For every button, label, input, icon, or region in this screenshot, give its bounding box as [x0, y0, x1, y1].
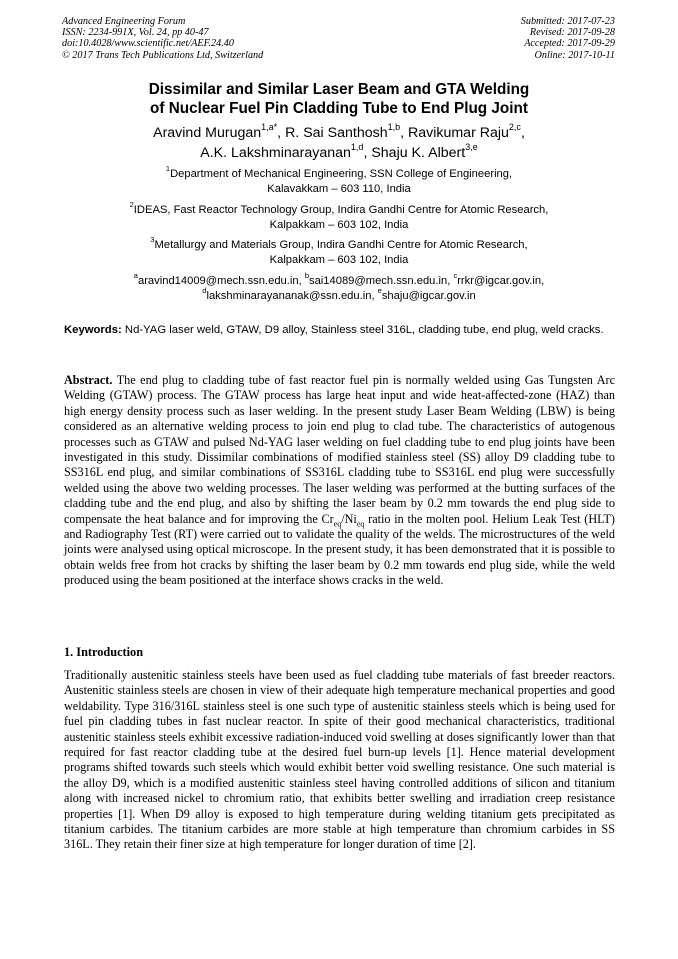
date-submitted: Submitted: 2017-07-23	[520, 16, 615, 27]
author-emails	[40, 271, 638, 304]
affiliation-location: Kalavakkam – 603 110, India	[267, 183, 411, 195]
author-separator: ,	[520, 125, 525, 141]
journal-issn: ISSN: 2234-991X, Vol. 24, pp 40-47	[62, 27, 209, 39]
affiliation-mark: 3	[150, 235, 155, 245]
affiliation-1	[40, 164, 638, 197]
affiliation-line	[40, 164, 638, 182]
author-separator: ,	[277, 125, 286, 141]
introduction-paragraph: Traditionally austenitic stainless steels have been used as fuel cladding tube materials of fast breeder reactors. Austenitic stainless steels are chosen in view of their adequate high temperature mechanical properties and good weldability. Type 316/316L stainless steel is one such type of austenitic stainless steels which is being used for fuel pin cladding tubes in fast nuclear reactor. In spite of their good mechanical characteristics, traditional austenitic stainless steels exhibit excessive radiation-induced void swelling at doses significantly lower than that required for fast reactor cladding tube at the desired fuel burn-up levels [1]. Hence material development programs shifted towards such steels which would exhibit better void swelling resistance. One such material is the alloy D9, which is a modified austenitic stainless steel having controlled additions of silicon and titanium along with increased nickel to chromium ratio, that exhibits better swelling and irradiation creep resistance properties [1]. When D9 alloy is exposed to high temperature during welding titanium gets precipitated as titanium carbides. The titanium carbides are more stable at high temperature than chromium carbides in SS 316L. They retain their finer size at high temperature for longer duration of time [2].	[64, 668, 615, 852]
author-affil-mark: 2,c	[508, 122, 521, 133]
author-line-1	[40, 123, 638, 143]
author-affil-mark: 1,b	[387, 122, 401, 133]
affiliation-mark: 2	[129, 200, 134, 210]
date-accepted: Accepted: 2017-09-29	[524, 38, 615, 50]
author-list	[40, 123, 638, 163]
section-heading: 1. Introduction	[64, 645, 144, 659]
journal-doi: doi:10.4028/www.scientific.net/AEF.24.40	[62, 38, 234, 50]
author-name: Shaju K. Albert	[371, 145, 466, 161]
author-affil-mark: 1,d	[350, 142, 364, 153]
title-line-1: Dissimilar and Similar Laser Beam and GTA Welding	[148, 81, 530, 98]
affiliation-text: Metallurgy and Materials Group, Indira Gandhi Centre for Atomic Research,	[154, 239, 528, 251]
keywords-paragraph	[64, 323, 615, 338]
keywords-label: Keywords:	[64, 324, 122, 336]
paper-title	[40, 80, 638, 118]
email-line-1: $^a$aravind14009@mech.ssn.edu.in, $^b$sai14089@mech.ssn.edu.in, $^c$rrkr@igcar.gov.in,	[133, 271, 545, 287]
affiliation-2	[40, 200, 638, 233]
affiliation-mark: 1	[165, 164, 171, 174]
affiliation-line	[40, 235, 638, 253]
keywords-text: Nd-YAG laser weld, GTAW, D9 alloy, Stainless steel 316L, cladding tube, end plug, weld cracks.	[124, 324, 604, 336]
date-revised: Revised: 2017-09-28	[529, 27, 615, 39]
email-link-d[interactable]: lakshminarayananak@ssn.edu.in	[206, 290, 372, 302]
author-separator: ,	[363, 145, 372, 161]
email-link-c[interactable]: rrkr@igcar.gov.in	[457, 275, 542, 287]
author-line-2	[40, 143, 638, 163]
email-link-b[interactable]: sai14089@mech.ssn.edu.in	[308, 275, 448, 287]
author-name: A.K. Lakshminarayanan	[200, 145, 351, 161]
author-separator: ,	[400, 125, 408, 141]
affiliation-location: Kalpakkam – 603 102, India	[269, 254, 409, 266]
subscript-eq: eq	[333, 519, 342, 529]
email-link-a[interactable]: aravind14009@mech.ssn.edu.in	[137, 275, 299, 287]
title-line-2: of Nuclear Fuel Pin Cladding Tube to End Plug Joint	[150, 100, 528, 117]
abstract-text: The end plug to cladding tube of fast reactor fuel pin is normally welded using Gas Tungsten Arc Welding (GTAW) process. The GTAW process has large heat input and wide heat-affected-zone (HAZ) than high energy density process such as laser welding. In the present study Laser Beam Welding (LBW) is being considered as an alternative welding process to join end plug to clad tube. The characteristics of autogenous processes such as GTAW and pulsed Nd-YAG laser welding on fuel cladding tube to end plug joints have been investigated in this study. Dissimilar combinations of modified stainless steel (SS) alloy D9 cladding tube to SS316L end plug, and similar combinations of SS316L cladding tube to SS316L end plug were successfully welded using the above two welding processes. The laser welding was performed at the butting surfaces of the cladding tube and the end plug, and also by shifting the laser beam by 0.2 mm towards the end plug side to compensate the heat balance and for improving the Cr	[64, 373, 616, 526]
author-affil-mark: 3,e	[465, 142, 478, 153]
journal-copyright: © 2017 Trans Tech Publications Ltd, Switzerland	[62, 49, 264, 61]
email-link-e[interactable]: shaju@igcar.gov.in	[381, 290, 476, 302]
affiliation-3	[40, 235, 638, 268]
abstract-paragraph	[64, 373, 615, 589]
journal-name: Advanced Engineering Forum	[62, 16, 186, 27]
abstract-text: ratio in the molten pool. Helium Leak Test (HLT) and Radiography Test (RT) were carried out to validate the quality of the welds. The microstructures of the weld joints were analysed using optical microscope. In the present study, it has been demonstrated that it is possible to obtain welds free from hot cracks by shifting the laser beam by 0.2 mm towards end plug side, while the weld produced using the beam positioned at the interface shows cracks in the weld.	[64, 511, 615, 588]
publication-dates	[521, 16, 615, 61]
affiliation-location: Kalpakkam – 603 102, India	[269, 219, 409, 231]
abstract-text: /Ni	[341, 511, 357, 526]
author-affil-mark: 1,a*	[261, 122, 278, 133]
date-online: Online: 2017-10-11	[534, 49, 615, 61]
author-name: Ravikumar Raju	[408, 125, 509, 141]
email-line-2: $^d$lakshminarayananak@ssn.edu.in, $^e$shaju@igcar.gov.in	[202, 286, 476, 302]
journal-info	[62, 16, 263, 61]
subscript-eq: eq	[356, 519, 365, 529]
affiliation-line	[40, 200, 638, 218]
author-name: Aravind Murugan	[153, 125, 262, 141]
author-name: R. Sai Santhosh	[285, 125, 388, 141]
affiliation-text: Department of Mechanical Engineering, SSN College of Engineering,	[170, 168, 513, 180]
abstract-label: Abstract.	[64, 373, 113, 387]
affiliation-text: IDEAS, Fast Reactor Technology Group, Indira Gandhi Centre for Atomic Research,	[133, 204, 549, 216]
